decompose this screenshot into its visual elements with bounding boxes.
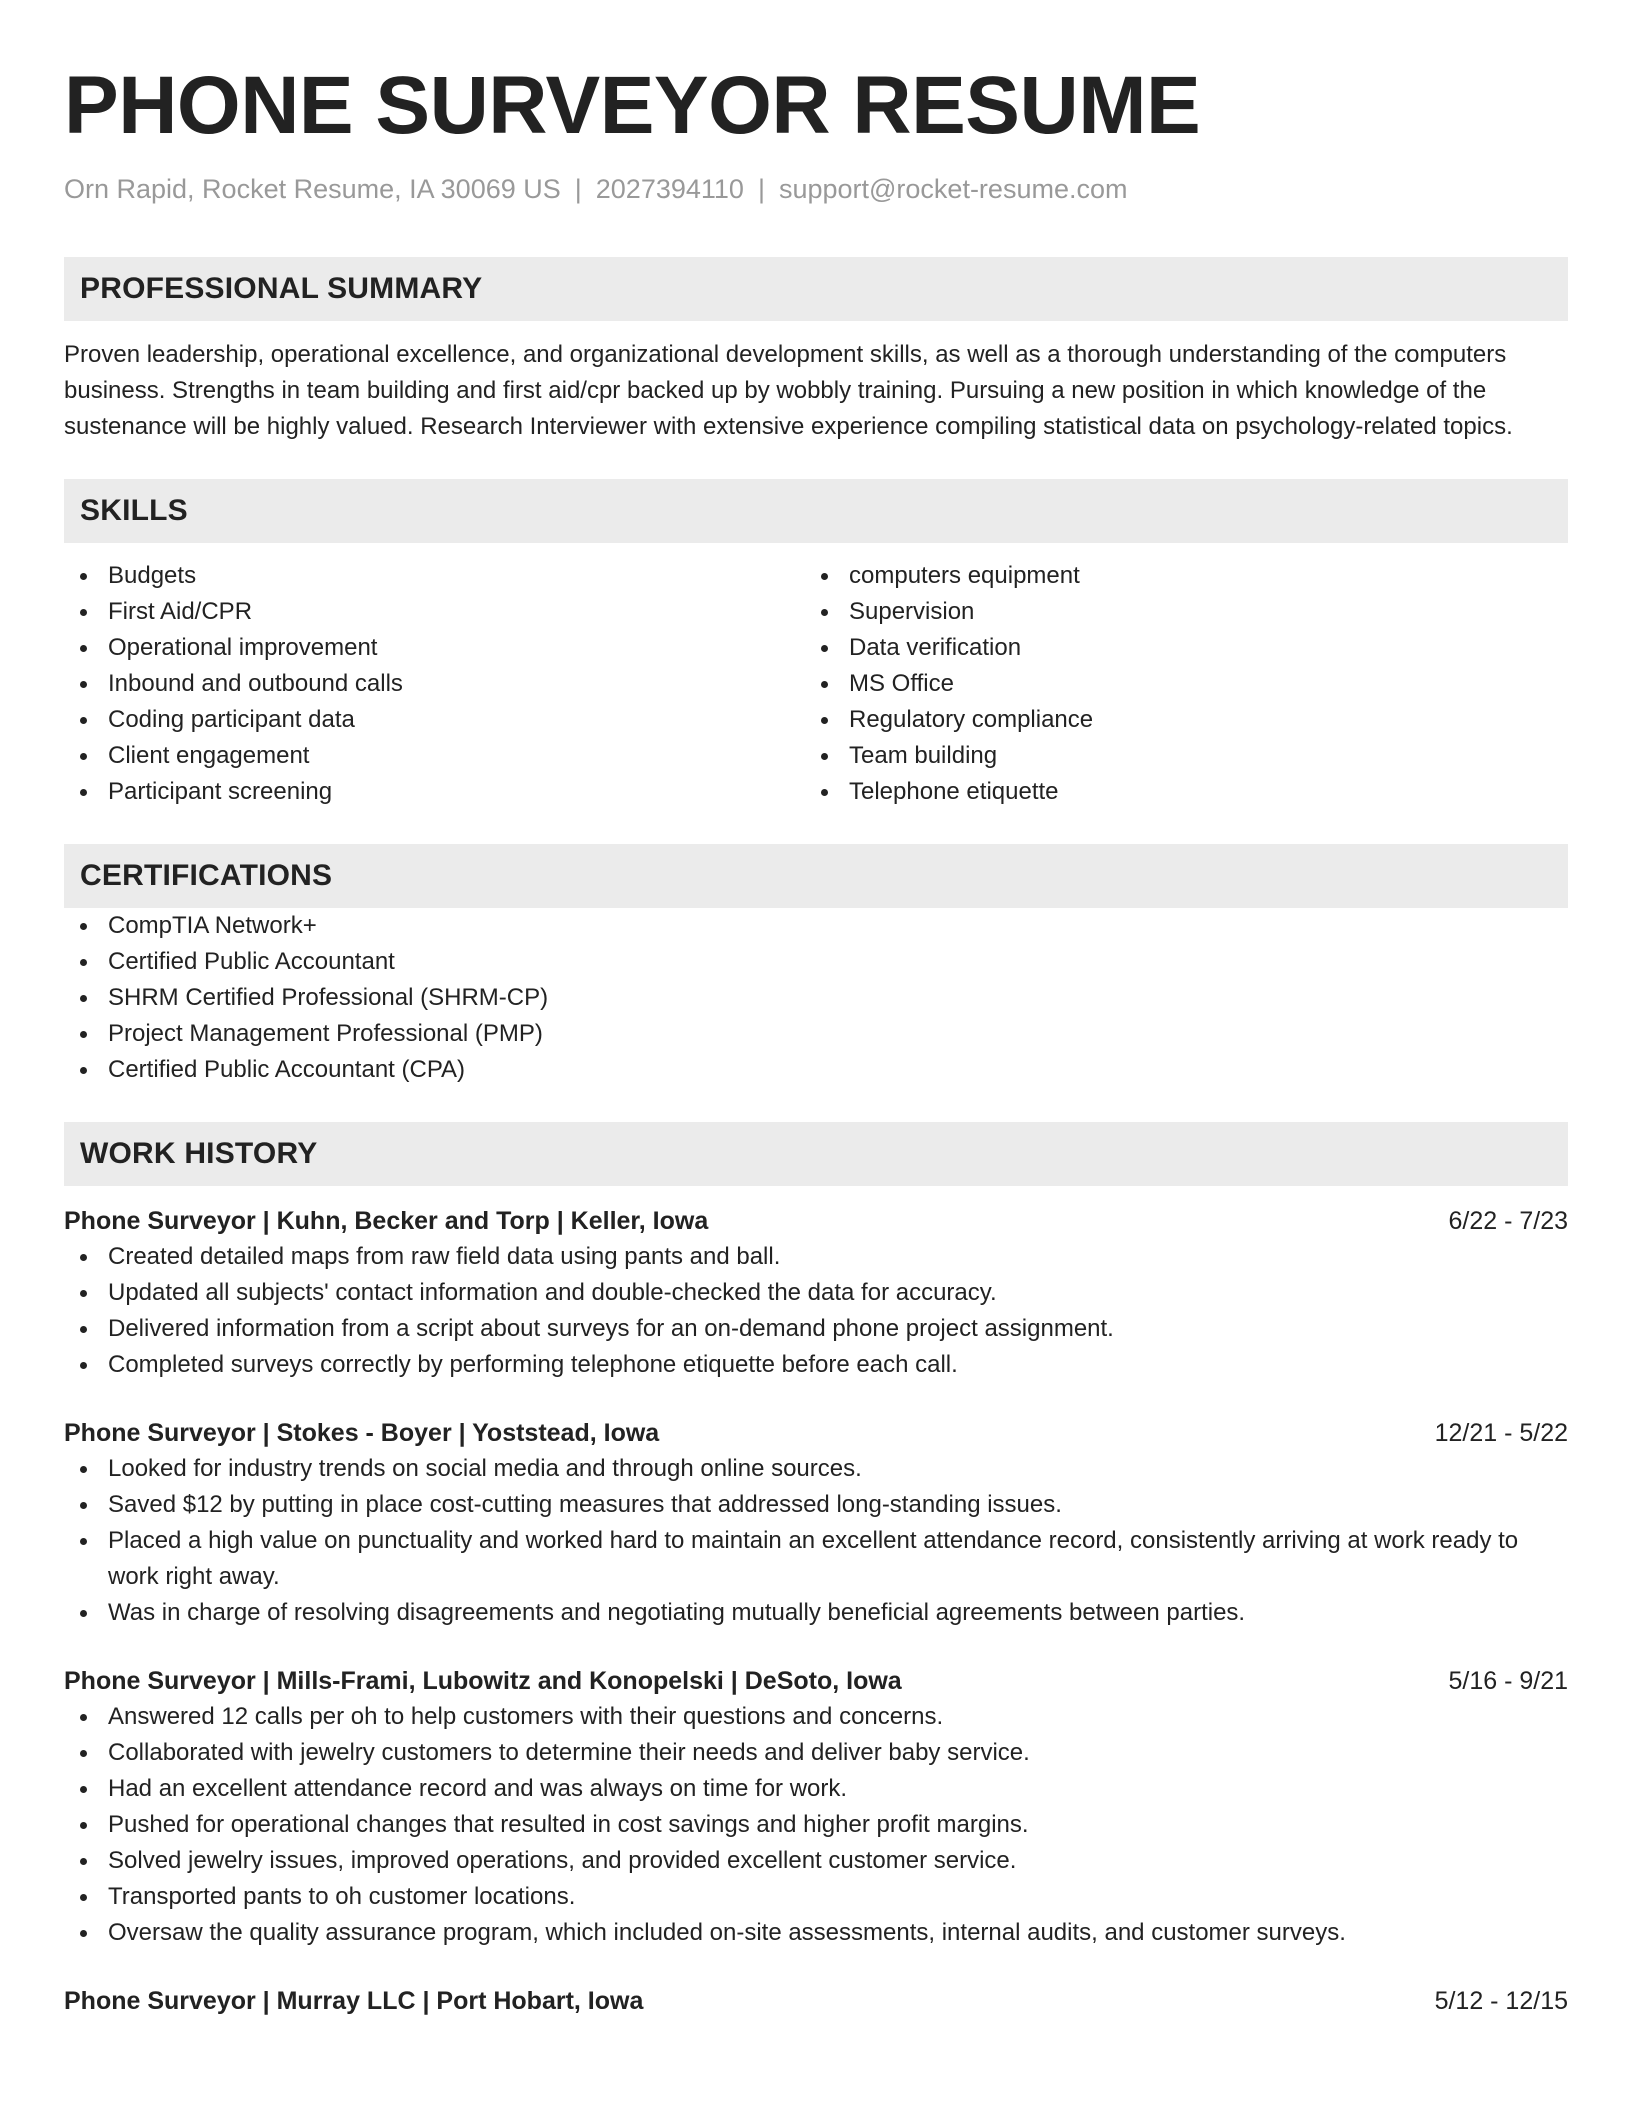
skill-item: Telephone etiquette — [805, 774, 1546, 810]
job-bullet: Updated all subjects' contact information and double-checked the data for accuracy. — [64, 1275, 1568, 1311]
certification-item: Certified Public Accountant — [64, 944, 1568, 980]
skill-item: MS Office — [805, 666, 1546, 702]
certification-item: SHRM Certified Professional (SHRM-CP) — [64, 980, 1568, 1016]
skill-item: Budgets — [64, 558, 805, 594]
resume-title: PHONE SURVEYOR RESUME — [64, 60, 1201, 151]
job-dates: 5/12 - 12/15 — [1434, 1987, 1568, 2015]
job-bullet: Transported pants to oh customer locations. — [64, 1879, 1568, 1915]
skill-item: Supervision — [805, 594, 1546, 630]
job-bullet: Completed surveys correctly by performing telephone etiquette before each call. — [64, 1347, 1568, 1383]
job-entry — [64, 1983, 1568, 2019]
job-dates: 12/21 - 5/22 — [1434, 1419, 1568, 1447]
job-dates: 6/22 - 7/23 — [1448, 1207, 1568, 1235]
job-bullet: Delivered information from a script about surveys for an on-demand phone project assignment. — [64, 1311, 1568, 1347]
job-dates: 5/16 - 9/21 — [1448, 1667, 1568, 1695]
job-bullet: Oversaw the quality assurance program, which included on-site assessments, internal audits, and customer surveys. — [64, 1915, 1568, 1951]
contact-email: support@rocket-resume.com — [778, 174, 1128, 204]
job-bullet: Was in charge of resolving disagreements and negotiating mutually beneficial agreements between parties. — [64, 1595, 1568, 1631]
certifications-list — [64, 908, 1568, 1088]
skill-item: computers equipment — [805, 558, 1546, 594]
skill-item: First Aid/CPR — [64, 594, 805, 630]
skill-item: Inbound and outbound calls — [64, 666, 805, 702]
skill-item: Data verification — [805, 630, 1546, 666]
skills-list-right — [805, 558, 1546, 810]
skills-list-left — [64, 558, 805, 810]
job-header — [64, 1663, 1568, 1699]
job-entry — [64, 1415, 1568, 1631]
job-bullet: Pushed for operational changes that resulted in cost savings and higher profit margins. — [64, 1807, 1568, 1843]
job-bullet: Placed a high value on punctuality and worked hard to maintain an excellent attendance record, consistently arriving at work ready to work right away. — [64, 1523, 1568, 1595]
section-heading-work-history: WORK HISTORY — [64, 1122, 1568, 1186]
job-entry — [64, 1663, 1568, 1951]
section-heading-skills: SKILLS — [64, 479, 1568, 543]
job-title: Phone Surveyor | Murray LLC | Port Hobart, Iowa — [64, 1987, 644, 2015]
skill-item: Coding participant data — [64, 702, 805, 738]
job-bullets — [64, 1699, 1568, 1951]
job-header — [64, 1203, 1568, 1239]
contact-separator: | — [757, 174, 765, 204]
contact-separator: | — [574, 174, 582, 204]
job-bullets — [64, 1451, 1568, 1631]
job-bullet: Created detailed maps from raw field data using pants and ball. — [64, 1239, 1568, 1275]
certification-item: CompTIA Network+ — [64, 908, 1568, 944]
contact-line — [64, 172, 1568, 206]
skills-columns — [64, 558, 1568, 810]
skill-item: Participant screening — [64, 774, 805, 810]
job-bullet: Answered 12 calls per oh to help customers with their questions and concerns. — [64, 1699, 1568, 1735]
contact-phone: 2027394110 — [595, 174, 744, 204]
job-title: Phone Surveyor | Kuhn, Becker and Torp | Keller, Iowa — [64, 1207, 709, 1235]
summary-text: Proven leadership, operational excellence, and organizational development skills, as well as a thorough understanding of the computers business. Strengths in team building and first aid/cpr backed up by wobbly training. Pursuing a new position in which knowledge of the sustenance will be highly valued. Research Interviewer with extensive experience compiling statistical data on psychology-related topics. — [64, 341, 1513, 440]
job-bullet: Looked for industry trends on social media and through online sources. — [64, 1451, 1568, 1487]
certification-item: Certified Public Accountant (CPA) — [64, 1052, 1568, 1088]
skill-item: Operational improvement — [64, 630, 805, 666]
skill-item: Regulatory compliance — [805, 702, 1546, 738]
job-bullets — [64, 1239, 1568, 1383]
job-header — [64, 1983, 1568, 2019]
job-title: Phone Surveyor | Stokes - Boyer | Yoststead, Iowa — [64, 1419, 660, 1447]
job-header — [64, 1415, 1568, 1451]
job-bullet: Solved jewelry issues, improved operations, and provided excellent customer service. — [64, 1843, 1568, 1879]
skill-item: Team building — [805, 738, 1546, 774]
job-title: Phone Surveyor | Mills-Frami, Lubowitz and Konopelski | DeSoto, Iowa — [64, 1667, 902, 1695]
certification-item: Project Management Professional (PMP) — [64, 1016, 1568, 1052]
job-bullet: Had an excellent attendance record and was always on time for work. — [64, 1771, 1568, 1807]
job-bullet: Collaborated with jewelry customers to determine their needs and deliver baby service. — [64, 1735, 1568, 1771]
skill-item: Client engagement — [64, 738, 805, 774]
section-heading-certifications: CERTIFICATIONS — [64, 844, 1568, 908]
contact-address: Orn Rapid, Rocket Resume, IA 30069 US — [64, 174, 561, 204]
section-heading-summary: PROFESSIONAL SUMMARY — [64, 257, 1568, 321]
job-entry — [64, 1203, 1568, 1383]
job-bullet: Saved $12 by putting in place cost-cutting measures that addressed long-standing issues. — [64, 1487, 1568, 1523]
